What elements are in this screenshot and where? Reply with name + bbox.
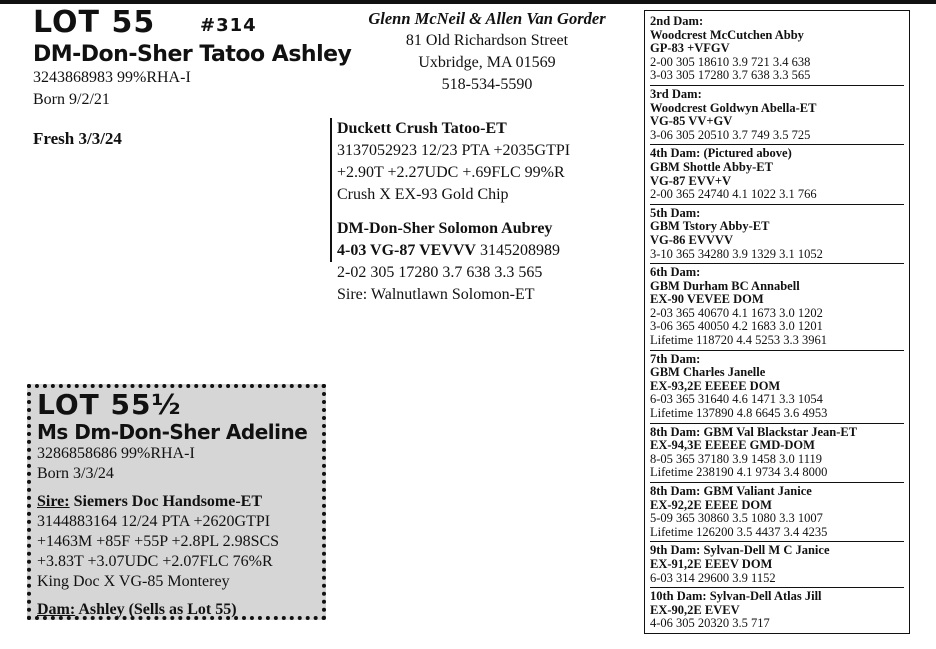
half-lot-birth-date: Born 3/3/24	[37, 465, 114, 482]
consignor-names: Glenn McNeil & Allen Van Gorder	[368, 9, 606, 28]
family-dam-record: 2-00 305 18610 3.9 721 3.4 638	[650, 54, 811, 69]
family-dam-class: EX-92,2E EEEE DOM	[650, 497, 772, 512]
sire-name: Duckett Crush Tatoo-ET	[337, 120, 507, 137]
half-lot-box	[27, 384, 326, 620]
half-lot-dam-label: Dam:	[37, 601, 76, 618]
maternal-family-box	[644, 10, 910, 634]
family-dam-entry	[650, 266, 904, 351]
half-lot-sire-line3: +3.83T +3.07UDC +2.07FLC 76%R	[37, 553, 273, 570]
fresh-date: Fresh 3/3/24	[33, 129, 122, 148]
family-dam-entry	[650, 207, 904, 264]
family-dam-entry	[650, 544, 904, 588]
dam-record: 2-02 305 17280 3.7 638 3.3 565	[337, 264, 543, 281]
family-dam-record: 2-03 365 40670 4.1 1673 3.0 1202	[650, 305, 823, 320]
family-dam-header: 8th Dam: GBM Valiant Janice	[650, 484, 812, 498]
consignor-phone: 518-534-5590	[441, 76, 533, 93]
dam-name: DM-Don-Sher Solomon Aubrey	[337, 220, 553, 237]
top-rule	[0, 0, 936, 4]
family-dam-entry	[650, 353, 904, 424]
half-lot-registration: 3286858686 99%RHA-I	[37, 445, 195, 462]
family-dam-record: 3-06 365 40050 4.2 1683 3.0 1201	[650, 319, 823, 334]
family-dam-class: GP-83 +VFGV	[650, 41, 730, 56]
family-dam-header: 5th Dam:	[650, 205, 701, 220]
family-dam-record: 3-10 365 34280 3.9 1329 3.1 1052	[650, 246, 823, 261]
family-dam-class: EX-91,2E EEEV DOM	[650, 556, 773, 571]
family-dam-name: GBM Shottle Abby-ET	[650, 159, 773, 174]
family-dam-header: 8th Dam: GBM Val Blackstar Jean-ET	[650, 424, 858, 439]
dam-registration: 3145208989	[475, 242, 560, 259]
family-dam-record: 6-03 314 29600 3.9 1152	[650, 570, 776, 585]
birth-date: Born 9/2/21	[33, 91, 110, 108]
half-lot-sire-line2: +1463M +85F +55P +2.8PL 2.98SCS	[37, 533, 280, 550]
half-lot-dam-text: Ashley (Sells as Lot 55)	[75, 601, 237, 618]
family-dam-class: VG-86 EVVVV	[650, 232, 733, 247]
family-dam-class: VG-87 EVV+V	[650, 173, 732, 188]
pedigree-block	[330, 118, 630, 306]
family-dam-lifetime: Lifetime 126200 3.5 4437 3.4 4235	[650, 524, 828, 539]
family-dam-header: 3rd Dam:	[650, 86, 702, 101]
family-dam-record: 3-06 305 20510 3.7 749 3.5 725	[650, 127, 811, 142]
family-dam-entry	[650, 485, 904, 542]
dam-class-line	[337, 240, 630, 262]
dam-classification: 4-03 VG-87 VEVVV	[337, 242, 476, 259]
dam-details	[330, 262, 630, 306]
lot-catalog-number: #314	[200, 15, 257, 36]
family-dam-name: Woodcrest Goldwyn Abella-ET	[650, 100, 817, 115]
family-dam-header: 6th Dam:	[650, 265, 701, 280]
family-dam-class: VG-85 VV+GV	[650, 114, 733, 129]
family-dam-name: Woodcrest McCutchen Abby	[650, 27, 804, 42]
family-dam-class: EX-90 VEVEE DOM	[650, 292, 764, 307]
half-lot-dam-heading	[37, 600, 322, 620]
family-dam-lifetime: Lifetime 137890 4.8 6645 3.6 4953	[650, 406, 828, 421]
half-lot-title-text: LOT 55	[37, 388, 152, 421]
lot-title: LOT 55	[33, 5, 156, 40]
sire-block	[330, 118, 630, 214]
family-dam-record: 8-05 365 37180 3.9 1458 3.0 1119	[650, 451, 822, 466]
family-dam-class: EX-94,3E EEEEE GMD-DOM	[650, 438, 815, 453]
family-dam-record: 3-03 305 17280 3.7 638 3.3 565	[650, 68, 811, 83]
half-lot-title	[37, 390, 322, 420]
dam-sire: Sire: Walnutlawn Solomon-ET	[337, 286, 535, 303]
half-lot-fraction: ½	[151, 388, 182, 421]
family-dam-class: EX-93,2E EEEEE DOM	[650, 378, 781, 393]
family-dam-header: 4th Dam: (Pictured above)	[650, 146, 792, 161]
half-lot-sire-label: Sire:	[37, 493, 70, 510]
family-dam-entry	[650, 15, 904, 86]
sire-proof-line1: 3137052923 12/23 PTA +2035GTPI	[337, 142, 571, 159]
registration-number: 3243868983 99%RHA-I	[33, 69, 191, 86]
sire-pedigree: Crush X EX-93 Gold Chip	[337, 186, 509, 203]
family-dam-entry	[650, 426, 904, 483]
family-dam-record: 2-00 365 24740 4.1 1022 3.1 766	[650, 187, 817, 202]
consignor-block	[345, 8, 629, 96]
half-lot-sire-line1: 3144883164 12/24 PTA +2620GTPI	[37, 513, 271, 530]
half-lot-sire-name: Siemers Doc Handsome-ET	[69, 493, 263, 510]
sire-proof-line2: +2.90T +2.27UDC +.69FLC 99%R	[337, 164, 565, 181]
dam-block	[330, 214, 630, 262]
family-dam-header: 9th Dam: Sylvan-Dell M C Janice	[650, 543, 830, 558]
family-dam-record: 5-09 365 30860 3.5 1080 3.3 1007	[650, 511, 823, 526]
family-dam-name: GBM Durham BC Annabell	[650, 278, 800, 293]
family-dam-header: 7th Dam:	[650, 351, 701, 366]
family-dam-record: 4-06 305 20320 3.5 717	[650, 616, 770, 631]
half-lot-sire-heading	[37, 492, 322, 512]
family-dam-lifetime: Lifetime 238190 4.1 9734 3.4 8000	[650, 465, 828, 480]
family-dam-entry	[650, 590, 904, 633]
family-dam-class: EX-90,2E EVEV	[650, 602, 740, 617]
family-dam-entry	[650, 88, 904, 145]
consignor-address-line2: Uxbridge, MA 01569	[418, 54, 556, 71]
family-dam-lifetime: Lifetime 118720 4.4 5253 3.3 3961	[650, 333, 827, 348]
family-dam-record: 6-03 365 31640 4.6 1471 3.3 1054	[650, 392, 823, 407]
family-dam-entry	[650, 147, 904, 204]
family-dam-name: GBM Charles Janelle	[650, 365, 766, 380]
half-lot-sire-pedigree: King Doc X VG-85 Monterey	[37, 573, 230, 590]
family-dam-name: GBM Tstory Abby-ET	[650, 219, 770, 234]
half-lot-cow-name: Ms Dm-Don-Sher Adeline	[37, 420, 308, 444]
family-dam-header: 10th Dam: Sylvan-Dell Atlas Jill	[650, 589, 822, 604]
family-dam-header: 2nd Dam:	[650, 14, 704, 28]
cow-name: DM-Don-Sher Tatoo Ashley	[33, 42, 352, 67]
consignor-address-line1: 81 Old Richardson Street	[405, 32, 569, 49]
